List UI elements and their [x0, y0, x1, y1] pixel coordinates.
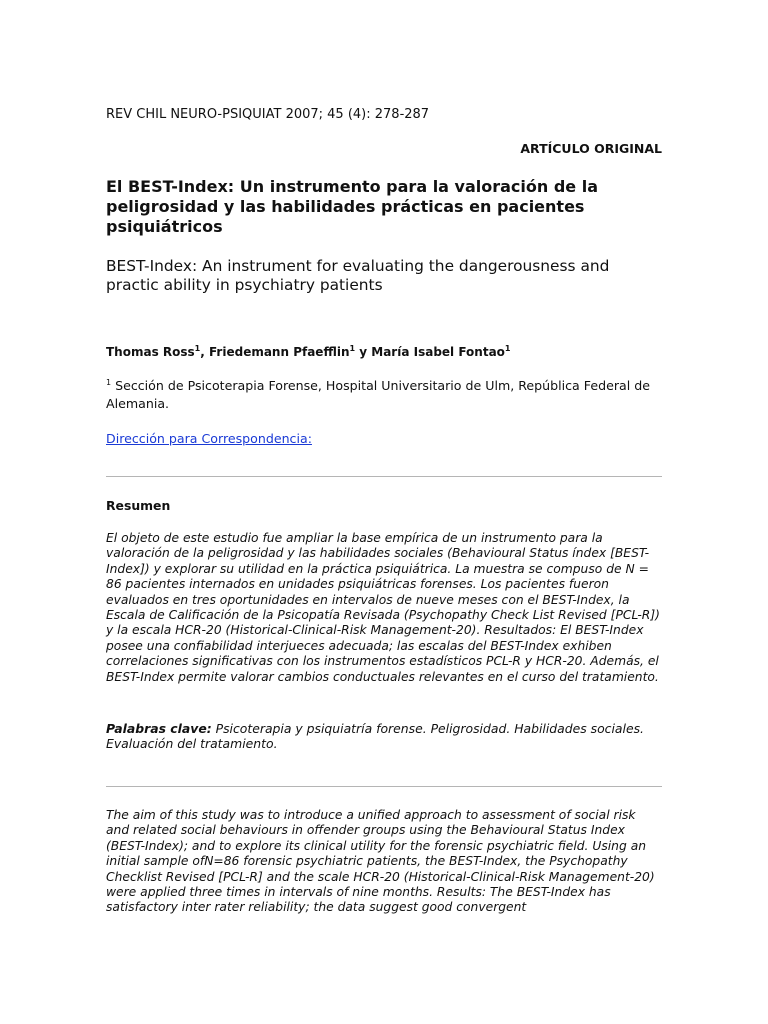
author-separator: , — [200, 345, 209, 359]
resumen-body: El objeto de este estudio fue ampliar la base empírica de un instrumento para la valoración de la peligrosidad y las habilidades sociales (Behavioural Status índex [BEST-Index]) y explorar su utilidad en la práctica psiquiátrica. La muestra se compuso de N = 86 pacientes internados en unidades psiquiátricas forenses. Los pacientes fueron evaluados en tres oportunidades en intervalos de nueve meses con el BEST-Index, la Escala de Calificación de la Psicopatía Revisada (Psychopathy Check List Revised [PCL-R]) y la escala HCR-20 (Historical-Clinical-Risk Management-20). Resultados: El BEST-Index posee una confiabilidad interjueces adecuada; las escalas del BEST-Index exhiben correlaciones significativas con los instrumentos estadísticos PCL-R y HCR-20. Además, el BEST-Index permite valorar cambios conductuales relevantes en el curso del tratamiento. — [106, 531, 660, 684]
keywords-text: Psicoterapia y psiquiatría forense. Peligrosidad. Habilidades sociales. Evaluación del tratamiento. — [106, 721, 644, 752]
affiliation — [106, 377, 662, 413]
affiliation-marker: 1 — [106, 378, 112, 387]
resumen-heading: Resumen — [106, 498, 171, 513]
journal-reference: REV CHIL NEURO-PSIQUIAT 2007; 45 (4): 278-287 — [106, 107, 430, 122]
author-name: María Isabel Fontao — [371, 345, 505, 359]
keywords-label: Palabras clave: — [106, 721, 212, 736]
author-name: Thomas Ross — [106, 345, 195, 359]
author-affil-marker: 1 — [349, 344, 356, 353]
affiliation-text: Sección de Psicoterapia Forense, Hospital Universitario de Ulm, República Federal de Alemania. — [106, 378, 650, 411]
author-name: Friedemann Pfaefflin — [209, 345, 350, 359]
author-affil-marker: 1 — [194, 344, 201, 353]
divider — [106, 786, 662, 787]
correspondence-container — [106, 428, 312, 448]
title-english: BEST-Index: An instrument for evaluating the dangerousness and practic ability in psychiatry patients — [106, 257, 610, 294]
divider — [106, 476, 662, 477]
keywords — [106, 721, 662, 752]
title-spanish: El BEST-Index: Un instrumento para la valoración de la peligrosidad y las habilidades prácticas en pacientes psiquiátricos — [106, 177, 599, 236]
author-affil-marker: 1 — [504, 344, 511, 353]
article-type: ARTÍCULO ORIGINAL — [520, 141, 662, 156]
author-separator: y — [355, 345, 372, 359]
abstract-english-body: The aim of this study was to introduce a unified approach to assessment of social risk and related social behaviours in offender groups using the Behavioural Status Index (BEST-Index); and to explore its clinical utility for the forensic psychiatric field. Using an initial sample ofN=86 forensic psychiatric patients, the BEST-Index, the Psychopathy Checklist Revised [PCL-R] and the scale HCR-20 (Historical-Clinical-Risk Management-20) were applied three times in intervals of nine months. Results: The BEST-Index has satisfactory inter rater reliability; the data suggest good convergent — [106, 808, 655, 915]
correspondence-link[interactable]: Dirección para Correspondencia: — [106, 431, 312, 446]
author-list — [106, 343, 662, 361]
